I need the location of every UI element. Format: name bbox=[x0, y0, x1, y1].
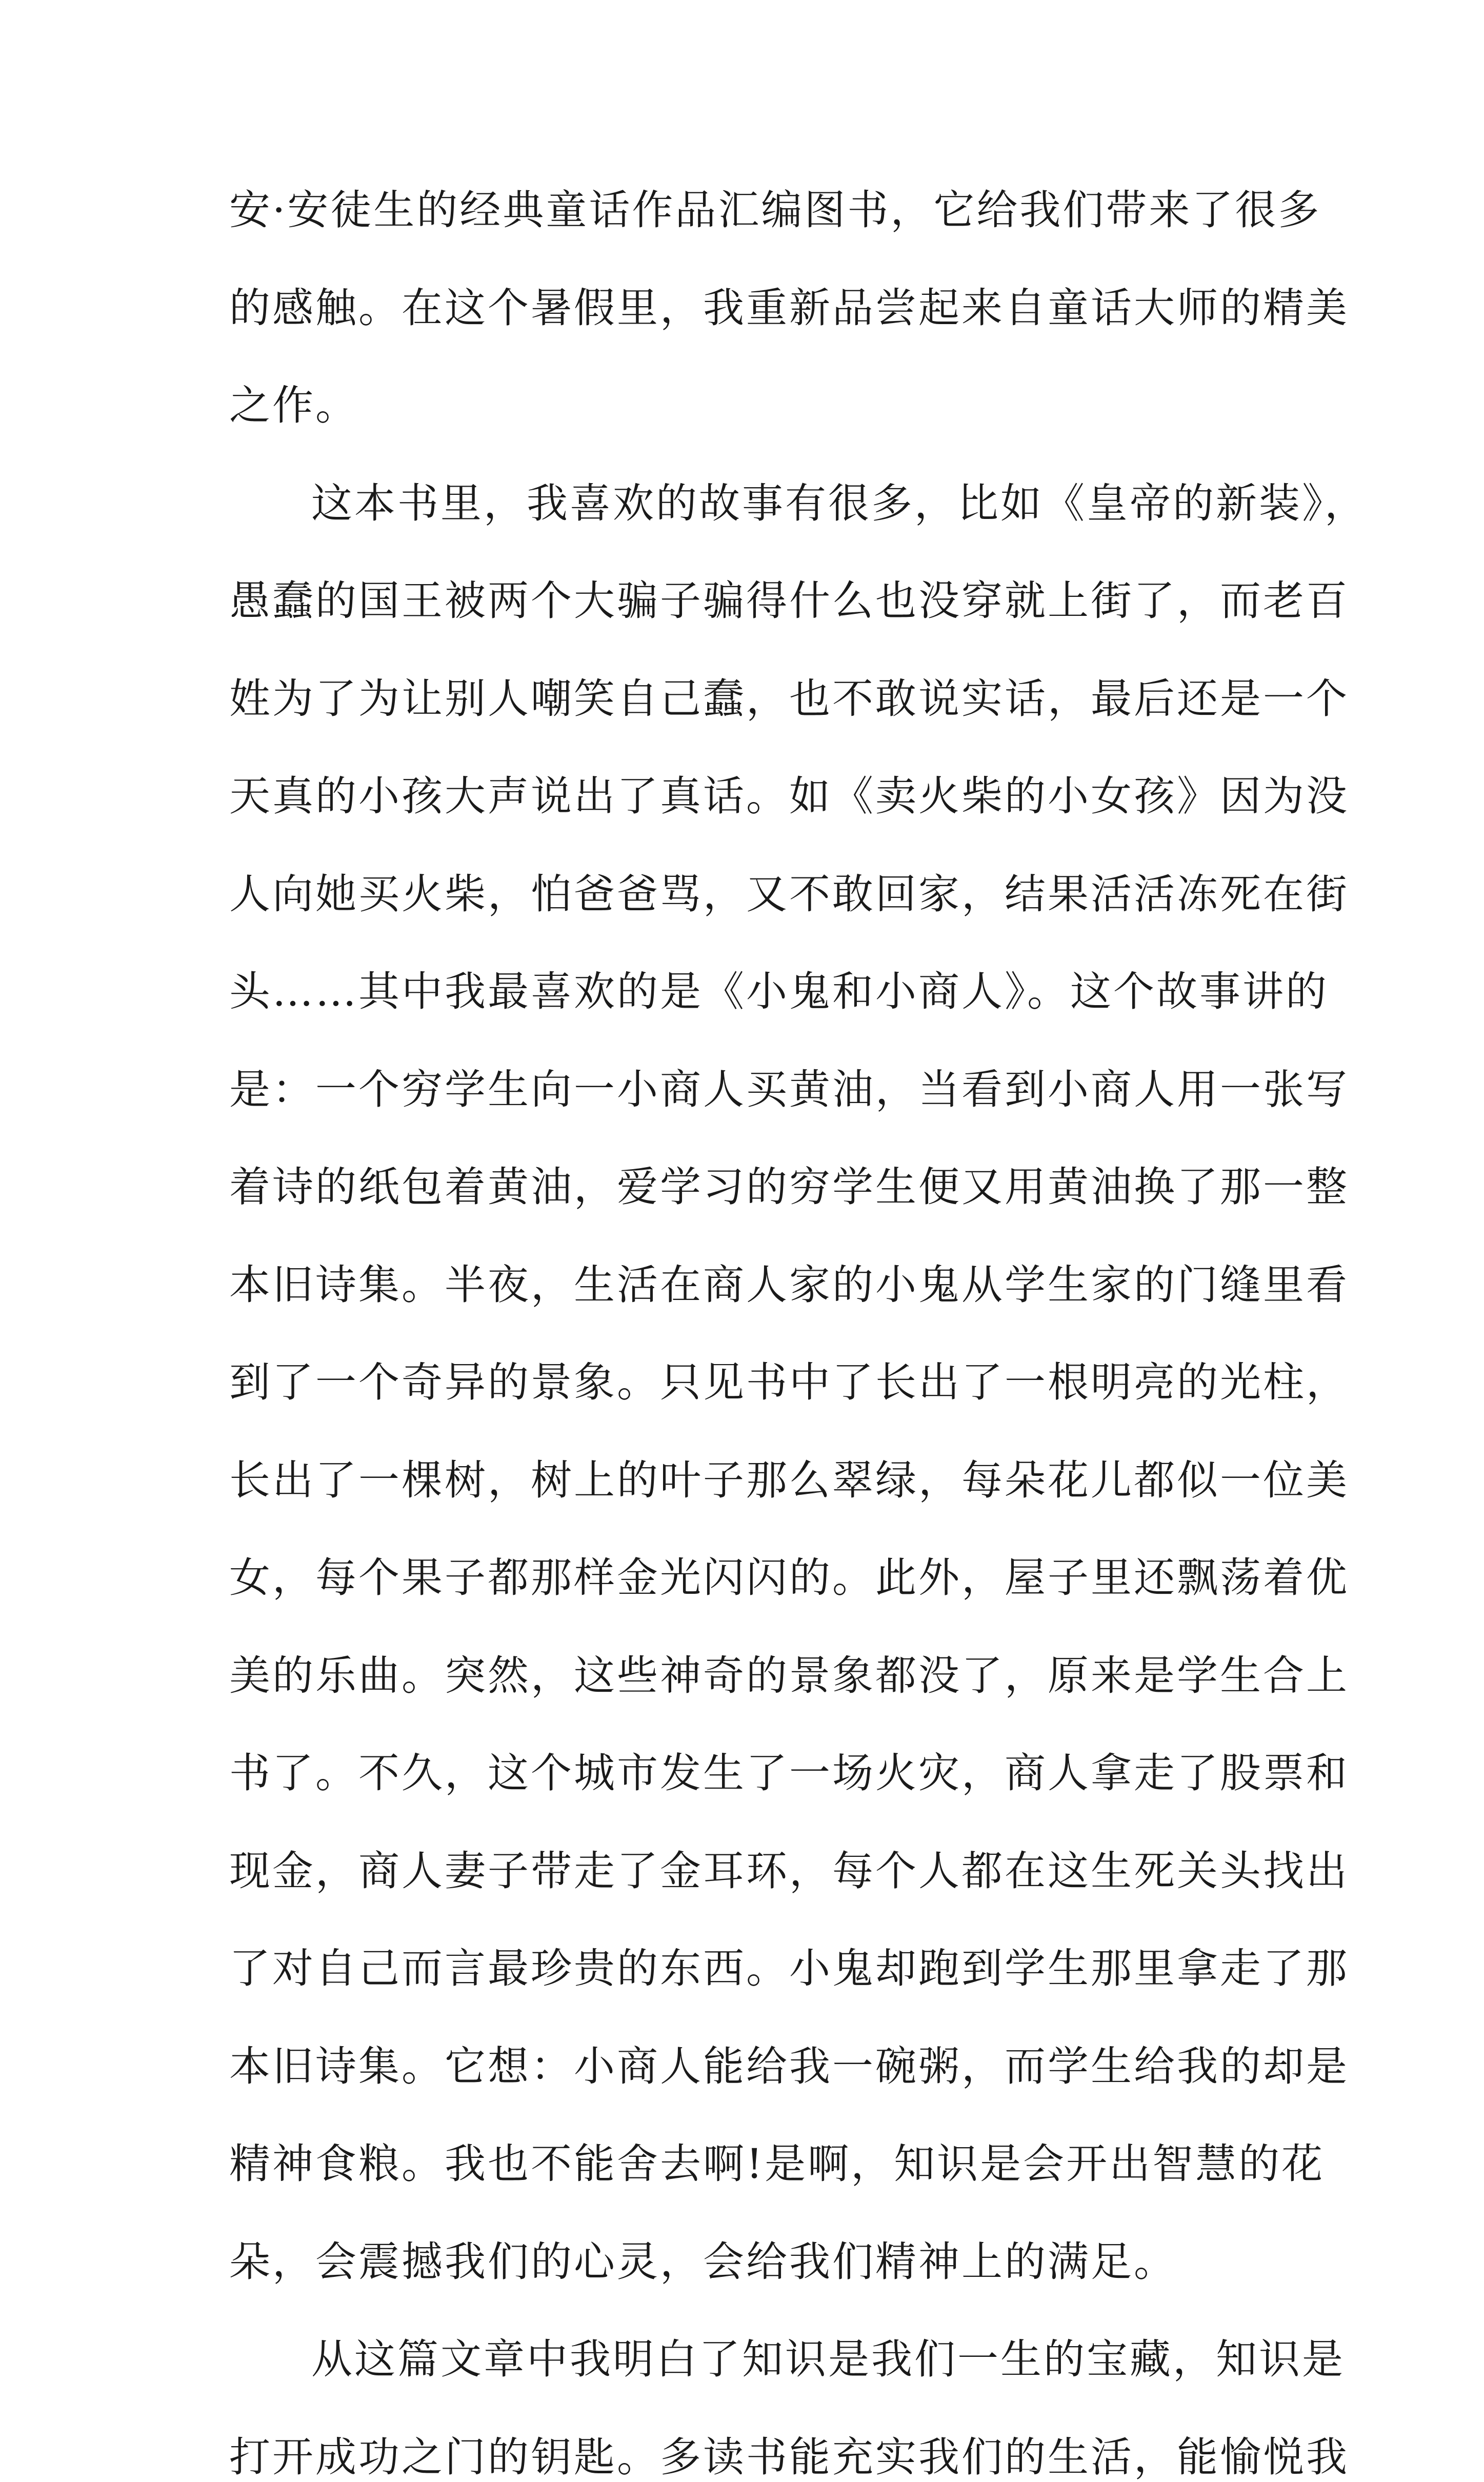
document-body bbox=[229, 186, 1368, 2482]
paragraph-first-line: 这本书里，我喜欢的故事有很多，比如《皇帝的新装》， bbox=[311, 479, 1368, 527]
text-line: 朵，会震撼我们的心灵，会给我们精神上的满足。 bbox=[229, 2237, 1177, 2286]
text-line: 安·安徒生的经典童话作品汇编图书，它给我们带来了很多 bbox=[229, 186, 1321, 234]
text-line: 姓为了为让别人嘲笑自己蠢，也不敢说实话，最后还是一个 bbox=[229, 674, 1349, 723]
text-line: 了对自己而言最珍贵的东西。小鬼却跑到学生那里拿走了那 bbox=[229, 1945, 1349, 1992]
text-line: 人向她买火柴，怕爸爸骂，又不敢回家，结果活活冻死在街 bbox=[229, 870, 1349, 918]
text-line: 是：一个穷学生向一小商人买黄油，当看到小商人用一张写 bbox=[229, 1065, 1349, 1113]
text-line: 美的乐曲。突然，这些神奇的景象都没了，原来是学生合上 bbox=[229, 1651, 1349, 1699]
text-line: 的感触。在这个暑假里，我重新品尝起来自童话大师的精美 bbox=[229, 284, 1349, 332]
text-line: 长出了一棵树，树上的叶子那么翠绿，每朵花儿都似一位美 bbox=[229, 1456, 1349, 1504]
text-line: 本旧诗集。它想：小商人能给我一碗粥，而学生给我的却是 bbox=[229, 2042, 1349, 2090]
text-line: 着诗的纸包着黄油，爱学习的穷学生便又用黄油换了那一整 bbox=[229, 1163, 1349, 1211]
text-line: 本旧诗集。半夜，生活在商人家的小鬼从学生家的门缝里看 bbox=[229, 1260, 1349, 1309]
text-line: 书了。不久，这个城市发生了一场火灾，商人拿走了股票和 bbox=[229, 1749, 1349, 1797]
text-line: 之作。 bbox=[229, 382, 358, 429]
text-line: 打开成功之门的钥匙。多读书能充实我们的生活，能愉悦我 bbox=[229, 2433, 1349, 2481]
text-line: 到了一个奇异的景象。只见书中了长出了一根明亮的光柱， bbox=[229, 1358, 1349, 1406]
text-line: 天真的小孩大声说出了真话。如《卖火柴的小女孩》因为没 bbox=[229, 772, 1349, 820]
text-line: 女，每个果子都那样金光闪闪的。此外，屋子里还飘荡着优 bbox=[229, 1554, 1349, 1602]
text-line: 现金，商人妻子带走了金耳环，每个人都在这生死关头找出 bbox=[229, 1847, 1349, 1895]
text-line: 头……其中我最喜欢的是《小鬼和小商人》。这个故事讲的 bbox=[229, 968, 1329, 1015]
text-line: 愚蠢的国王被两个大骗子骗得什么也没穿就上街了，而老百 bbox=[229, 577, 1349, 625]
text-line: 精神食粮。我也不能舍去啊!是啊，知识是会开出智慧的花 bbox=[229, 2140, 1325, 2188]
paragraph-first-line: 从这篇文章中我明白了知识是我们一生的宝藏，知识是 bbox=[311, 2335, 1345, 2383]
